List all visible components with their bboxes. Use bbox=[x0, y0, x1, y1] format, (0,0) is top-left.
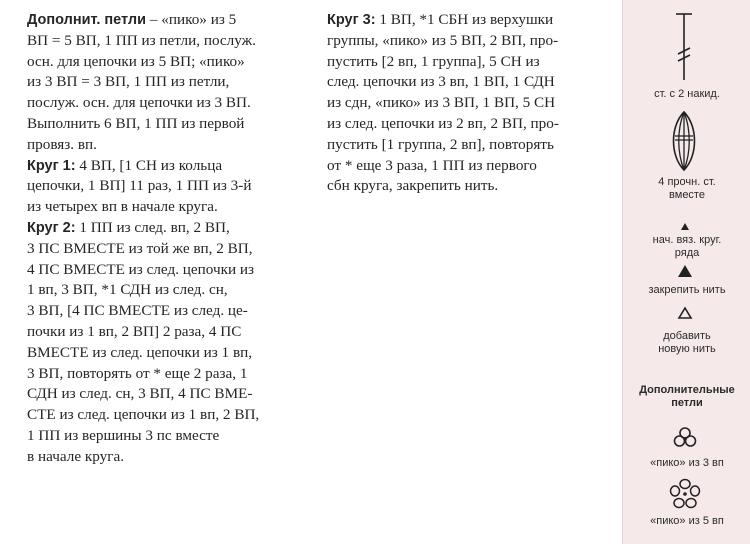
legend-label: добавить новую нить bbox=[658, 330, 716, 355]
text-column-right bbox=[327, 10, 605, 197]
picot-3-symbol-icon bbox=[673, 426, 697, 450]
text-line: провяз. вп. bbox=[27, 135, 97, 153]
legend-label: нач. вяз. круг. ряда bbox=[652, 234, 722, 259]
text-line: 1 ВП, *1 СБН из верхушки bbox=[375, 11, 554, 28]
paragraph-title: Круг 2: bbox=[27, 219, 76, 236]
legend-label: 4 прочн. ст. вместе bbox=[658, 176, 716, 201]
text-line: 1 ПП из вершины 3 пс вместе bbox=[27, 426, 220, 444]
text-line: 3 ВП, повторять от * еще 2 раза, 1 bbox=[27, 364, 248, 382]
text-line: из сдн, «пико» из 3 ВП, 1 ВП, 5 СН bbox=[327, 94, 556, 112]
paragraph-round-3 bbox=[327, 10, 605, 197]
text-column-left bbox=[27, 10, 305, 468]
start-round-triangle-icon bbox=[680, 222, 690, 231]
legend-label: ст. с 2 накид. bbox=[654, 88, 720, 100]
text-line: из след. цепочки из 2 вп, 2 ВП, про- bbox=[327, 114, 559, 132]
text-line: 3 ВП, [4 ПС ВМЕСТЕ из след. це- bbox=[27, 302, 248, 320]
text-line: 1 ПП из след. вп, 2 ВП, bbox=[75, 218, 230, 236]
text-line: послуж. осн. для цепочки из 3 ВП. bbox=[27, 94, 251, 112]
paragraph-title: Круг 3: bbox=[327, 12, 376, 28]
text-line: 3 ПС ВМЕСТЕ из той же вп, 2 ВП, bbox=[27, 239, 253, 257]
text-line: из 3 ВП = 3 ВП, 1 ПП из петли, bbox=[27, 73, 230, 91]
text-line: 4 ВП, [1 СН из кольца bbox=[75, 156, 223, 174]
picot-5-symbol-icon bbox=[669, 478, 701, 510]
paragraph-title: Круг 1: bbox=[27, 157, 76, 174]
fasten-off-triangle-icon bbox=[677, 264, 693, 278]
text-line: цепочки, 1 ВП] 11 раз, 1 ПП из 3-й bbox=[27, 177, 252, 195]
text-line: ВП = 5 ВП, 1 ПП из петли, послуж. bbox=[27, 31, 256, 49]
legend-section-title: Дополнительные петли bbox=[639, 384, 735, 409]
text-line: из четырех вп в начале круга. bbox=[27, 198, 218, 216]
text-line: Выполнить 6 ВП, 1 ПП из первой bbox=[27, 114, 245, 132]
join-yarn-triangle-icon bbox=[677, 306, 693, 320]
text-line: – «пико» из 5 bbox=[146, 11, 237, 28]
text-line: сбн круга, закрепить нить. bbox=[327, 177, 499, 195]
text-line: 4 ПС ВМЕСТЕ из след. цепочки из bbox=[27, 260, 255, 278]
legend-label: «пико» из 3 вп bbox=[650, 457, 724, 469]
text-line: СДН из след. сн, 3 ВП, 4 ПС ВМЕ- bbox=[27, 385, 253, 403]
paragraph-extra-loops bbox=[27, 10, 305, 156]
paragraph-round-1 bbox=[27, 156, 305, 218]
text-line: пустить [2 вп, 1 группа], 5 СН из bbox=[327, 52, 540, 70]
text-line: осн. для цепочки из 5 ВП; «пико» bbox=[27, 52, 245, 70]
text-line: в начале круга. bbox=[27, 447, 124, 465]
text-line: пустить [1 группа, 2 вп], повторять bbox=[327, 135, 554, 153]
text-line: почки из 1 вп, 2 ВП] 2 раза, 4 ПС bbox=[27, 322, 242, 340]
text-line: группы, «пико» из 5 ВП, 2 ВП, про- bbox=[327, 31, 559, 49]
text-line: ВМЕСТЕ из след. цепочки из 1 вп, bbox=[27, 343, 253, 361]
legend-label: «пико» из 5 вп bbox=[650, 515, 724, 527]
text-line: след. цепочки из 3 вп, 1 ВП, 1 СДН bbox=[327, 73, 555, 91]
text-line: от * еще 3 раза, 1 ПП из первого bbox=[327, 156, 537, 174]
cluster-stitch-symbol-icon bbox=[667, 110, 701, 172]
paragraph-title: Дополнит. петли bbox=[27, 12, 147, 28]
double-crochet-2-symbol-icon bbox=[672, 10, 696, 82]
symbol-legend bbox=[622, 0, 750, 544]
paragraph-round-2 bbox=[27, 218, 305, 468]
text-line: СТЕ из след. цепочки из 1 вп, 2 ВП, bbox=[27, 406, 260, 424]
text-line: 1 вп, 3 ВП, *1 СДН из след. сн, bbox=[27, 281, 228, 299]
legend-label: закрепить нить bbox=[648, 284, 726, 296]
